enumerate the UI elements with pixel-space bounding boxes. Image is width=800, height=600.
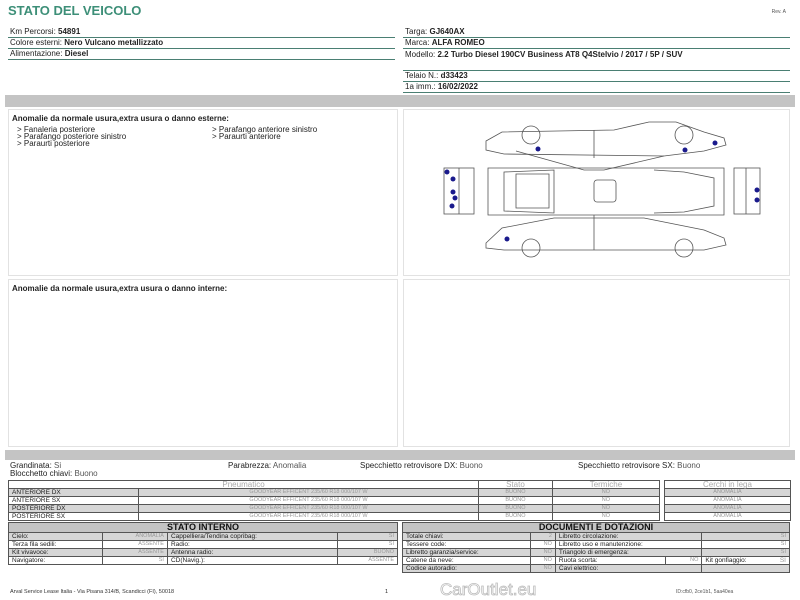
tire-state: BUONO (479, 497, 553, 505)
label: Specchietto retrovisore DX: (360, 461, 458, 470)
plate-field (403, 27, 790, 38)
damage-markers (445, 141, 760, 242)
rim-row (665, 497, 791, 505)
document-id: ID:cfb0, 2ce1b1, 5aa40ea (676, 589, 734, 595)
divider-bar (5, 450, 795, 460)
damage-item: > Fanaleria posteriore (17, 125, 96, 134)
label: Km Percorsi: (10, 27, 56, 36)
item-label: Catene da neve: (403, 557, 531, 565)
item-label: Kit gonfiaggio: (705, 557, 747, 564)
mirror-sx-status (578, 462, 700, 470)
tires-table (8, 480, 660, 521)
item-label: Terza fila sedili: (9, 541, 103, 549)
damage-item: > Parafango posteriore sinistro (17, 132, 127, 141)
value: GJ640AX (429, 27, 465, 36)
damage-item: > Parafango anteriore sinistro (212, 125, 318, 134)
value: ALFA ROMEO (431, 38, 485, 47)
label: Alimentazione: (10, 49, 63, 58)
document-row (403, 541, 790, 549)
item-value: SI (103, 557, 168, 565)
watermark-logo: CarOutlet.eu (440, 580, 537, 599)
km-field (8, 27, 395, 38)
item-label: Radio: (167, 541, 337, 549)
item-value: 2 (531, 533, 556, 541)
car-diagram-panel (403, 109, 790, 276)
internal-state-title: STATO INTERNO (9, 523, 398, 533)
value: Buono (74, 469, 98, 478)
kit-gonfiaggio (702, 557, 790, 565)
item-label: Triangolo di emergenza: (555, 549, 701, 557)
car-rear-view (444, 168, 474, 214)
tire-row (9, 505, 660, 513)
tire-model: GOODYEAR EFFICENT 235/60 R18 000/107 W (139, 513, 479, 521)
external-damage-panel (8, 109, 398, 276)
tire-position: ANTERIORE DX (9, 489, 139, 497)
divider-bar (5, 95, 795, 107)
item-label: Libretto garanzia/service: (403, 549, 531, 557)
rim-state: ANOMALIA (665, 505, 791, 513)
item-label: Codice autoradio: (403, 565, 531, 573)
registration-field (403, 82, 790, 93)
documents-table (402, 522, 790, 573)
rim-state: ANOMALIA (665, 497, 791, 505)
item-label: Cappelliera/Tendina copribag: (167, 533, 337, 541)
label: Targa: (405, 27, 428, 36)
tire-state: BUONO (479, 489, 553, 497)
windshield-status (228, 462, 306, 470)
item-value: ASSENTE (103, 549, 168, 557)
rim-row (665, 505, 791, 513)
external-damage-title: Anomalie da normale usura,extra usura o danno esterne: (12, 114, 229, 123)
rims-table (664, 480, 791, 521)
tire-row (9, 489, 660, 497)
mirror-dx-status (360, 462, 483, 470)
label: Parabrezza: (228, 461, 272, 470)
document-row (403, 533, 790, 541)
header-cerchi: Cerchi in lega (665, 481, 791, 489)
value: Buono (677, 461, 701, 470)
item-value: SI (338, 541, 398, 549)
footer-address: Arval Service Lease Italia - Via Pisana 314/B, Scandicci (FI), 50018 (10, 589, 175, 595)
item-label: Libretto circolazione: (555, 533, 701, 541)
value: d33423 (440, 71, 468, 80)
tire-row (9, 497, 660, 505)
page-title: STATO DEL VEICOLO (8, 3, 142, 18)
car-top-view (488, 168, 724, 215)
internal-row (9, 549, 398, 557)
item-label: Antenna radio: (167, 549, 337, 557)
rim-row (665, 489, 791, 497)
item-value: ASSENTE (103, 541, 168, 549)
fuel-field (8, 49, 395, 60)
car-damage-diagram (404, 110, 791, 277)
rim-row (665, 513, 791, 521)
rim-state: ANOMALIA (665, 489, 791, 497)
tire-position: POSTERIORE DX (9, 505, 139, 513)
value: Anomalia (272, 461, 307, 470)
value: 54891 (58, 27, 81, 36)
header-pneumatico: Pneumatico (9, 481, 479, 489)
tire-state: BUONO (479, 505, 553, 513)
item-value: NO (531, 541, 556, 549)
internal-state-table (8, 522, 398, 565)
revision-label: Rev. A (771, 9, 786, 15)
label: 1a imm.: (405, 82, 436, 91)
value: Nero Vulcano metallizzato (64, 38, 164, 47)
item-value: NO (531, 565, 556, 573)
internal-row (9, 557, 398, 565)
label: Modello: (405, 50, 436, 59)
damage-item: > Paraurti posteriore (17, 139, 90, 148)
tire-winter: NO (552, 513, 659, 521)
tire-row (9, 513, 660, 521)
tire-position: ANTERIORE SX (9, 497, 139, 505)
label: Marca: (405, 38, 430, 47)
damage-item: > Paraurti anteriore (212, 132, 281, 141)
item-label: Cavi elettrico: (555, 565, 701, 573)
label: Colore esterni: (10, 38, 63, 47)
item-value: BUONO (338, 549, 398, 557)
tire-model: GOODYEAR EFFICENT 235/60 R18 000/107 W (139, 489, 479, 497)
car-side-bottom-view (486, 215, 726, 257)
tire-model: GOODYEAR EFFICENT 235/60 R18 000/107 W (139, 505, 479, 513)
page-number: 1 (385, 589, 389, 595)
item-label: Totale chiavi: (403, 533, 531, 541)
documents-title: DOCUMENTI E DOTAZIONI (403, 523, 790, 533)
value: 2.2 Turbo Diesel 190CV Business AT8 Q4Stelvio / 2017 / 5P / SUV (437, 50, 683, 59)
car-side-top-view (486, 122, 726, 170)
item-label: CD(Navig.): (167, 557, 337, 565)
header-stato: Stato (479, 481, 553, 489)
item-value: NO (665, 557, 702, 565)
tire-winter: NO (552, 505, 659, 513)
label: Blocchetto chiavi: (10, 469, 73, 478)
document-row (403, 557, 790, 565)
item-label: Ruota scorta: (555, 557, 665, 565)
tire-position: POSTERIORE SX (9, 513, 139, 521)
key-block-status (10, 470, 98, 478)
item-value (702, 565, 790, 573)
internal-notes-panel (403, 279, 790, 447)
tire-winter: NO (552, 489, 659, 497)
label: Telaio N.: (405, 71, 439, 80)
document-row (403, 565, 790, 573)
rim-state: ANOMALIA (665, 513, 791, 521)
color-field (8, 38, 395, 49)
item-label: Libretto uso e manutenzione: (555, 541, 701, 549)
item-value: NO (531, 549, 556, 557)
item-value: SI (779, 557, 786, 564)
value: Buono (459, 461, 483, 470)
header-termiche: Termiche (552, 481, 659, 489)
brand-field (403, 38, 790, 49)
internal-damage-panel (8, 279, 398, 447)
tire-model: GOODYEAR EFFICENT 235/60 R18 000/107 W (139, 497, 479, 505)
internal-row (9, 533, 398, 541)
item-value: ANOMALIA (103, 533, 168, 541)
tire-winter: NO (552, 497, 659, 505)
item-value: SI (338, 533, 398, 541)
document-row (403, 549, 790, 557)
item-label: Cielo: (9, 533, 103, 541)
internal-row (9, 541, 398, 549)
item-label: Tessere code: (403, 541, 531, 549)
label: Grandinata: (10, 461, 52, 470)
chassis-field (403, 71, 790, 82)
item-value: SI (702, 549, 790, 557)
tire-state: BUONO (479, 513, 553, 521)
item-label: Kit vivavoce: (9, 549, 103, 557)
item-value: SI (702, 541, 790, 549)
item-value: NO (531, 557, 556, 565)
value: 16/02/2022 (437, 82, 478, 91)
internal-damage-title: Anomalie da normale usura,extra usura o danno interne: (12, 284, 228, 293)
item-value: SI (702, 533, 790, 541)
value: Diesel (64, 49, 89, 58)
label: Specchietto retrovisore SX: (578, 461, 675, 470)
item-value: ASSENTE (338, 557, 398, 565)
value: Si (54, 461, 62, 470)
model-field (403, 49, 790, 71)
item-label: Navigatore: (9, 557, 103, 565)
